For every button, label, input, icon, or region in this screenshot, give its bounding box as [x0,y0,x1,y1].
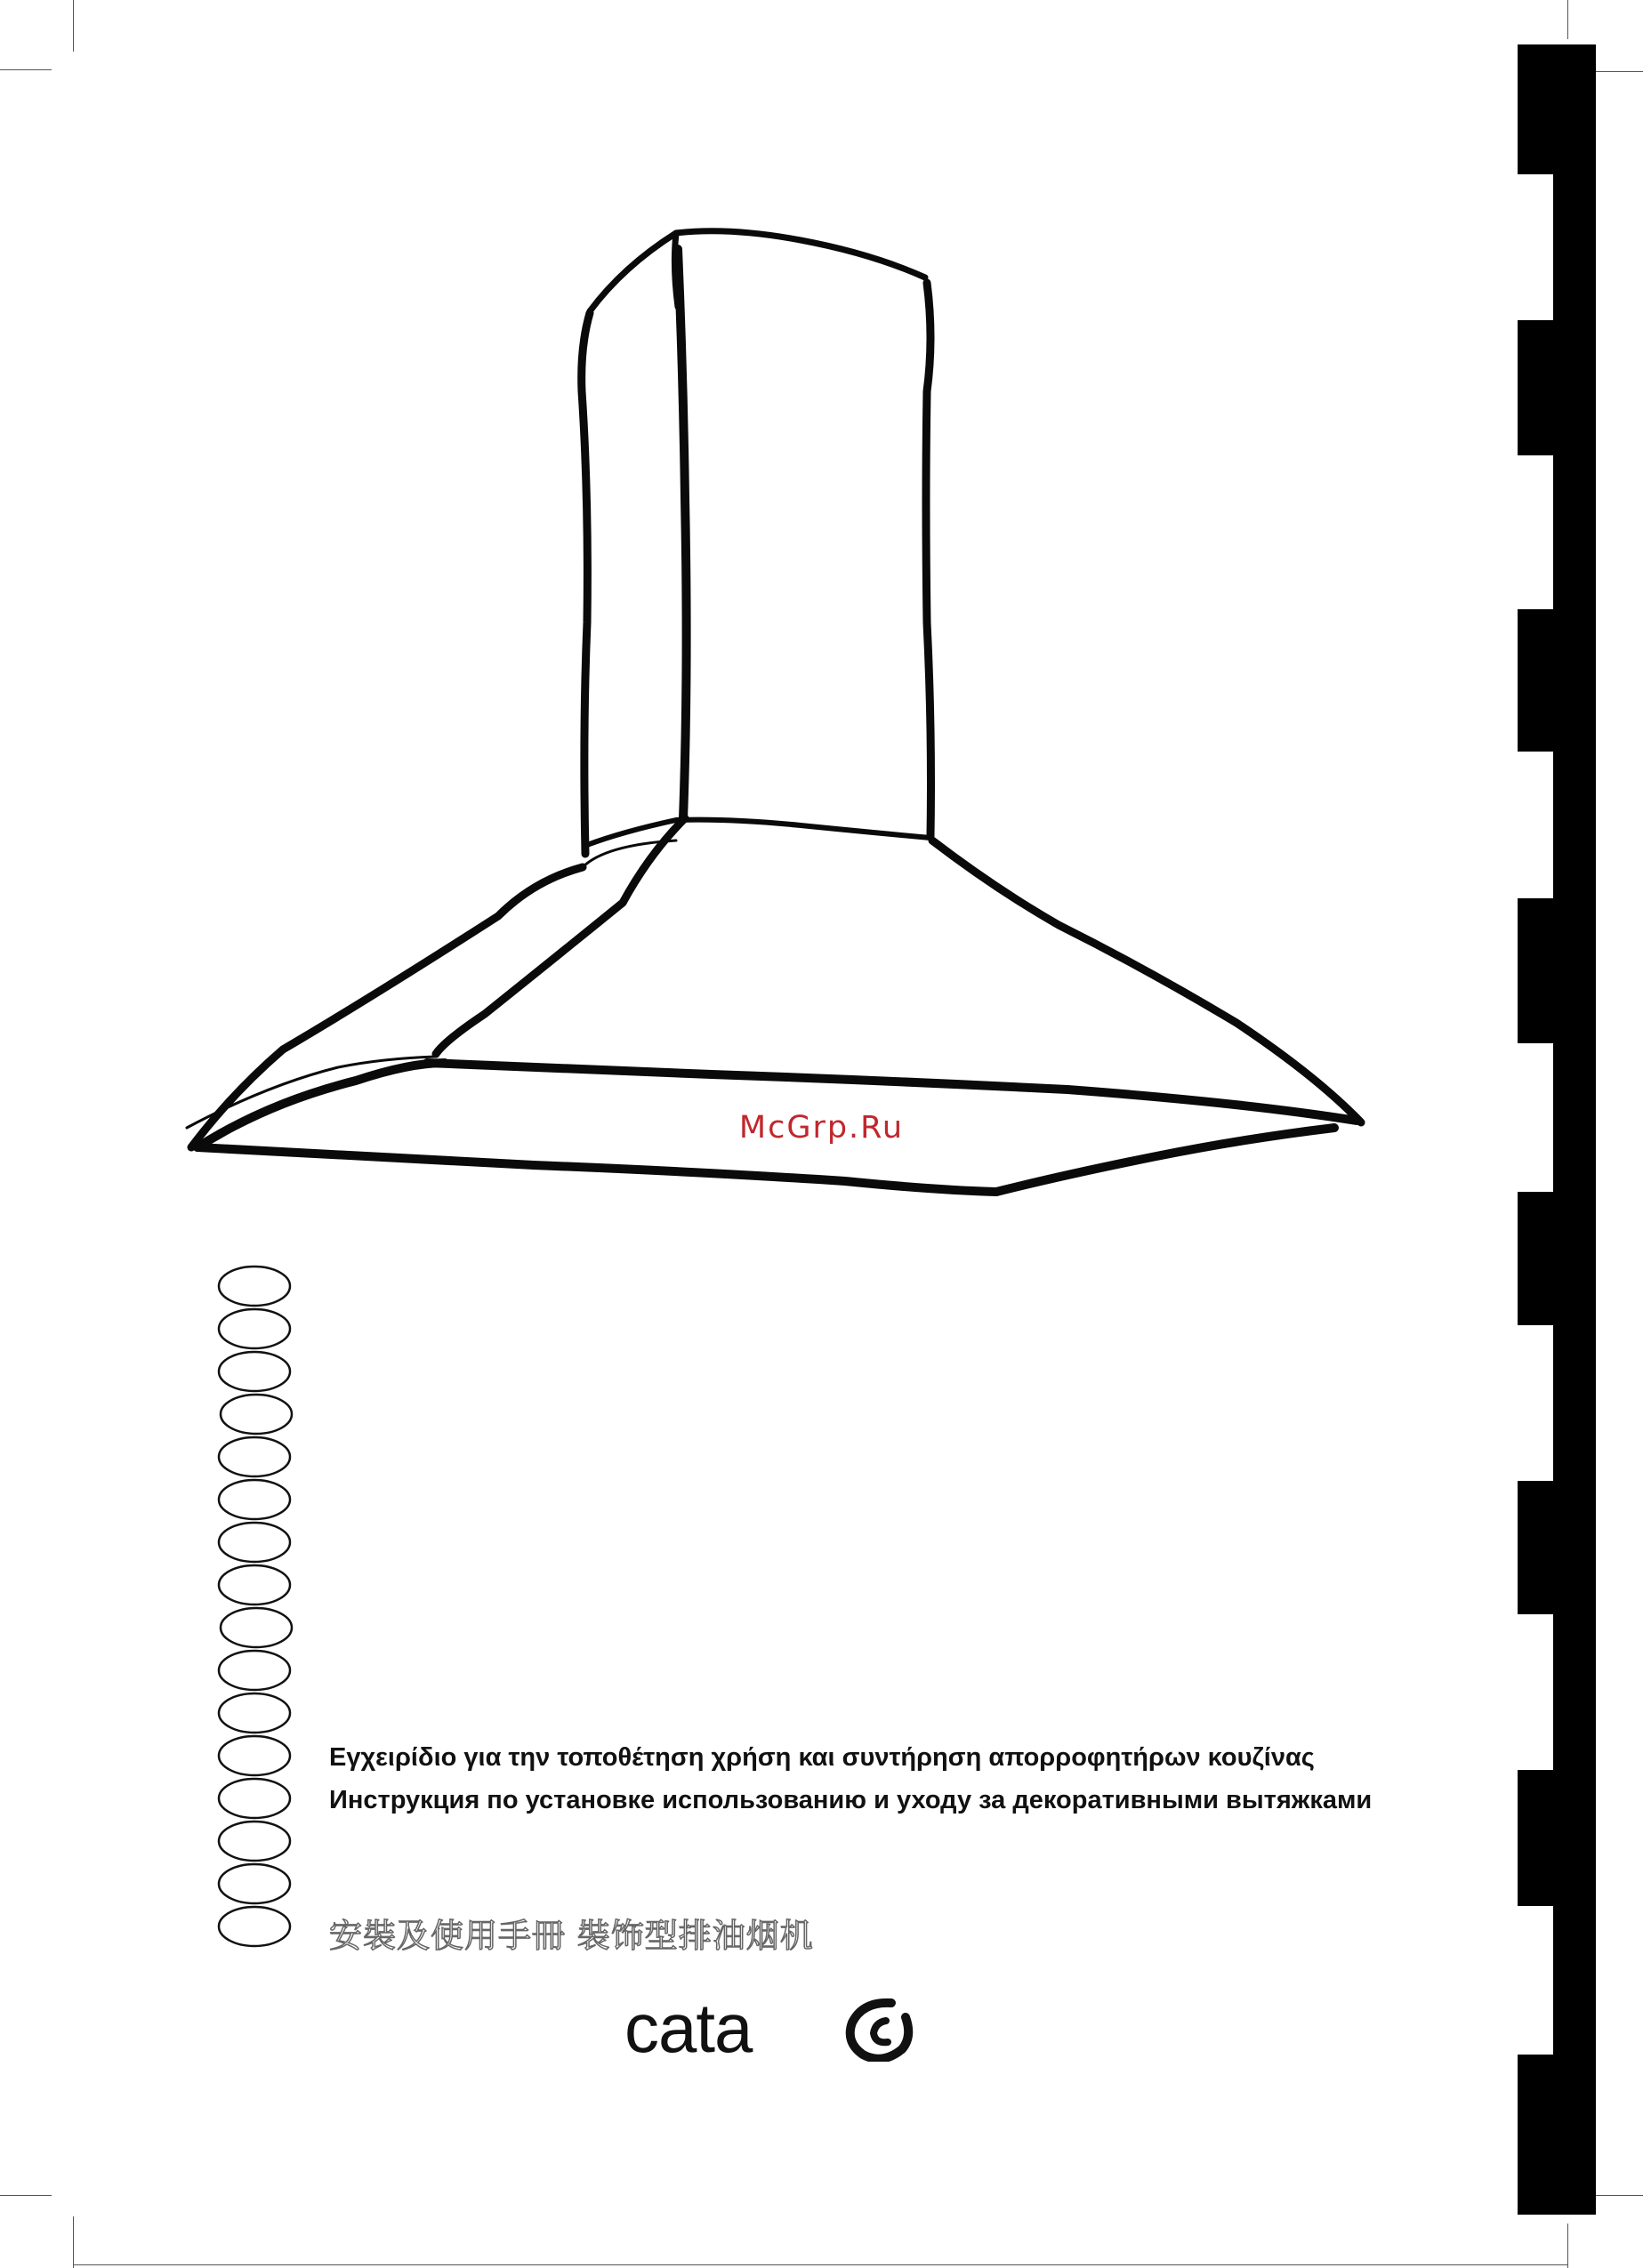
chimney-base [587,820,930,845]
manual-title-greek: Εγχειρίδιο για την τοποθέτηση χρήση και συντήρηση απορροφητήρων κουζίνας [329,1743,1315,1772]
chimney-front-edge [678,249,687,818]
manual-title-russian: Инструкция по установке использованию и уходу за декоративными вытяжками [329,1786,1373,1814]
chimney-top [590,231,925,311]
manual-title-chinese: 安裝及使用手冊 裝饰型排油烟机 [329,1917,814,1955]
watermark: McGrp.Ru [738,1110,905,1146]
chimney-right-edge [926,283,931,836]
cata-swirl-icon [843,1998,914,2062]
language-oval-column [210,1265,299,1958]
canopy-thin-lines [187,840,676,1128]
brand-wordmark: cata [624,1989,753,2067]
chimney-left-edge [582,313,590,854]
